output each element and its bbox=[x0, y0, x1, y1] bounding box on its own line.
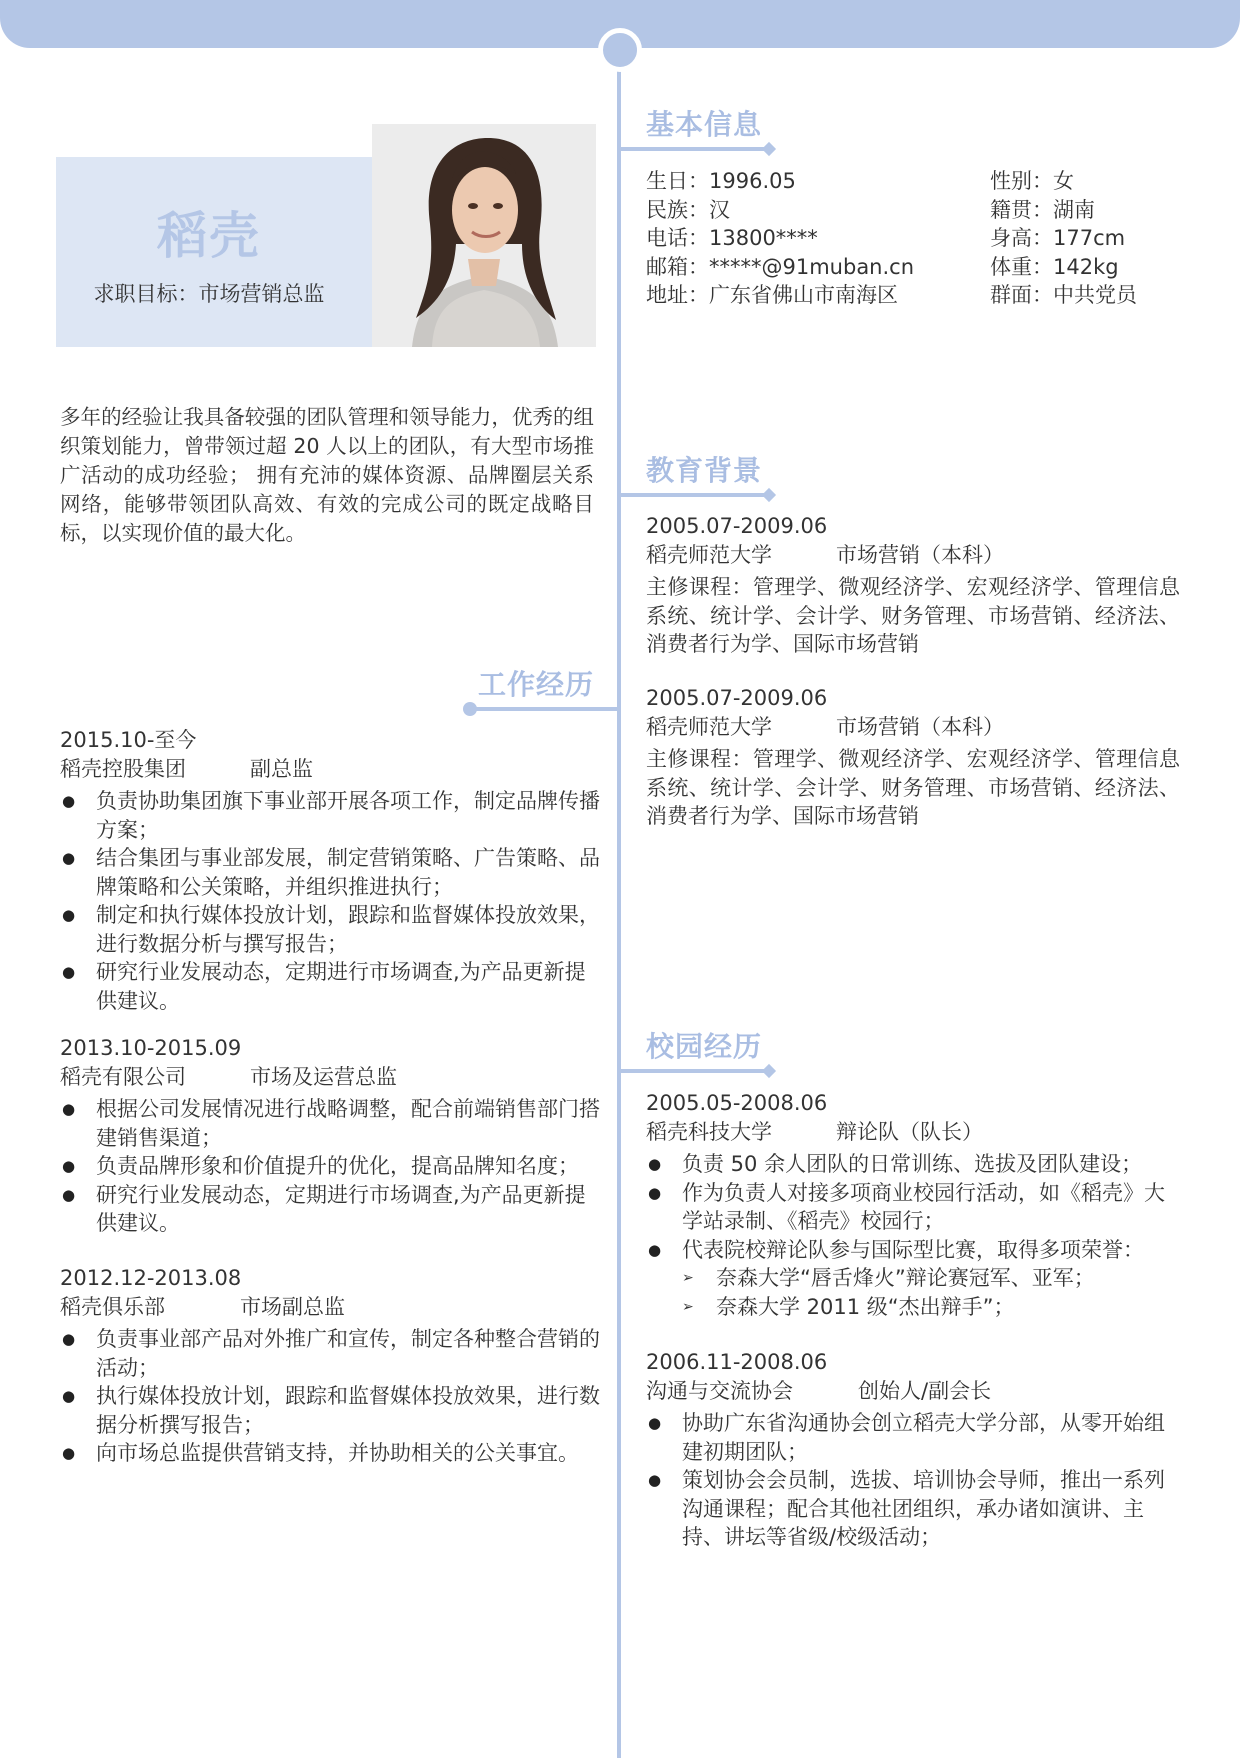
campus-role: 辩论队（队长） bbox=[836, 1119, 983, 1144]
job-target: 求职目标：市场营销总监 bbox=[93, 282, 325, 306]
campus-entry bbox=[646, 1089, 1180, 1321]
company-name: 稻壳有限公司 bbox=[60, 1064, 186, 1089]
list-item: ● 负责 50 余人团队的日常训练、选拔及团队建设； bbox=[646, 1150, 1180, 1179]
sub-list-item: ➢ 奈森大学“唇舌烽火”辩论赛冠军、亚军； bbox=[646, 1264, 1180, 1293]
info-row bbox=[646, 167, 1206, 196]
organization-name: 沟通与交流协会 bbox=[646, 1378, 793, 1403]
school-name: 稻壳师范大学 bbox=[646, 542, 772, 567]
education-entry bbox=[646, 512, 1180, 659]
info-row bbox=[646, 281, 1206, 310]
info-email: 邮箱：*****@91muban.cn bbox=[646, 254, 915, 279]
school-name: 稻壳师范大学 bbox=[646, 714, 772, 739]
list-item: ● 负责协助集团旗下事业部开展各项工作，制定品牌传播方案； bbox=[60, 787, 604, 844]
candidate-name: 稻壳 bbox=[157, 207, 261, 265]
list-item: ● 负责事业部产品对外推广和宣传，制定各种整合营销的活动； bbox=[60, 1325, 604, 1382]
list-item: ● 研究行业发展动态，定期进行市场调查,为产品更新提供建议。 bbox=[60, 1181, 604, 1238]
info-row bbox=[646, 253, 1206, 282]
section-rule bbox=[621, 1069, 767, 1073]
entry-date: 2006.11-2008.06 bbox=[646, 1350, 828, 1374]
section-rule bbox=[621, 147, 767, 151]
list-item: ● 代表院校辩论队参与国际型比赛，取得多项荣誉： bbox=[646, 1236, 1180, 1265]
list-item: ● 作为负责人对接多项商业校园行活动，如《稻壳》大学站录制、《稻壳》校园行； bbox=[646, 1179, 1180, 1236]
timeline-line bbox=[617, 48, 621, 1758]
section-title-work: 工作经历 bbox=[478, 668, 595, 701]
profile-photo bbox=[372, 124, 596, 347]
info-row bbox=[646, 196, 1206, 225]
info-weight: 体重：142kg bbox=[990, 254, 1119, 279]
course-list: 主修课程：管理学、微观经济学、宏观经济学、管理信息系统、统计学、会计学、财务管理、市场营销、经济法、消费者行为学、国际市场营销 bbox=[646, 575, 1180, 656]
education-entry bbox=[646, 684, 1180, 831]
list-item: ● 协助广东省沟通协会创立稻壳大学分部，从零开始组建初期团队； bbox=[646, 1409, 1180, 1466]
job-role: 副总监 bbox=[250, 756, 313, 781]
list-item: ● 向市场总监提供营销支持，并协助相关的公关事宜。 bbox=[60, 1439, 604, 1468]
course-list: 主修课程：管理学、微观经济学、宏观经济学、管理信息系统、统计学、会计学、财务管理、市场营销、经济法、消费者行为学、国际市场营销 bbox=[646, 747, 1180, 828]
timeline-top-dot bbox=[598, 28, 642, 72]
section-rule-marker bbox=[463, 702, 477, 716]
list-item: ● 根据公司发展情况进行战略调整，配合前端销售部门搭建销售渠道； bbox=[60, 1095, 604, 1152]
major: 市场营销（本科） bbox=[836, 714, 1004, 739]
self-summary: 多年的经验让我具备较强的团队管理和领导能力，优秀的组织策划能力，曾带领过超 20 人以上的团队，有大型市场推广活动的成功经验； 拥有充沛的媒体资源、品牌圈层关系网络，能够带领团队高效、有效的完成公司的既定战略目标，以实现价值的最大化。 bbox=[60, 404, 594, 545]
basic-info bbox=[646, 167, 1206, 310]
list-item: ● 结合集团与事业部发展，制定营销策略、广告策略、品牌策略和公关策略，并组织推进执行； bbox=[60, 844, 604, 901]
work-entry bbox=[60, 726, 604, 1015]
section-rule bbox=[621, 493, 767, 497]
entry-date: 2005.05-2008.06 bbox=[646, 1091, 828, 1115]
info-ethnicity: 民族：汉 bbox=[646, 197, 730, 222]
list-item: ● 研究行业发展动态，定期进行市场调查,为产品更新提供建议。 bbox=[60, 958, 604, 1015]
section-title-education: 教育背景 bbox=[646, 454, 763, 487]
section-rule-marker bbox=[762, 488, 776, 502]
work-entry bbox=[60, 1264, 604, 1468]
company-name: 稻壳控股集团 bbox=[60, 756, 186, 781]
info-address: 地址：广东省佛山市南海区 bbox=[646, 283, 898, 307]
info-height: 身高：177cm bbox=[990, 226, 1126, 250]
campus-role: 创始人/副会长 bbox=[858, 1378, 992, 1403]
entry-date: 2013.10-2015.09 bbox=[60, 1036, 242, 1060]
entry-date: 2005.07-2009.06 bbox=[646, 514, 828, 538]
entry-date: 2012.12-2013.08 bbox=[60, 1266, 242, 1290]
organization-name: 稻壳科技大学 bbox=[646, 1119, 772, 1144]
list-item: ● 执行媒体投放计划，跟踪和监督媒体投放效果，进行数据分析撰写报告； bbox=[60, 1382, 604, 1439]
list-item: ● 制定和执行媒体投放计划，跟踪和监督媒体投放效果，进行数据分析与撰写报告； bbox=[60, 901, 604, 958]
job-role: 市场副总监 bbox=[240, 1294, 345, 1319]
campus-entry bbox=[646, 1348, 1180, 1552]
section-title-basic: 基本信息 bbox=[646, 108, 763, 141]
info-hometown: 籍贯：湖南 bbox=[990, 197, 1095, 222]
entry-date: 2005.07-2009.06 bbox=[646, 686, 828, 710]
job-role: 市场及运营总监 bbox=[250, 1064, 397, 1089]
entry-date: 2015.10-至今 bbox=[60, 728, 197, 752]
info-political-status: 群面：中共党员 bbox=[990, 283, 1137, 307]
info-row bbox=[646, 224, 1206, 253]
list-item: ● 策划协会会员制，选拔、培训协会导师，推出一系列沟通课程；配合其他社团组织，承办诸如演讲、主持、讲坛等省级/校级活动； bbox=[646, 1466, 1180, 1552]
section-rule-marker bbox=[762, 142, 776, 156]
sub-list-item: ➢ 奈森大学 2011 级“杰出辩手”； bbox=[646, 1293, 1180, 1322]
info-gender: 性别：女 bbox=[990, 169, 1074, 193]
section-title-campus: 校园经历 bbox=[646, 1030, 763, 1063]
list-item: ● 负责品牌形象和价值提升的优化，提高品牌知名度； bbox=[60, 1152, 604, 1181]
info-phone: 电话：13800**** bbox=[646, 226, 818, 250]
info-birthday: 生日：1996.05 bbox=[646, 169, 796, 193]
section-rule-marker bbox=[762, 1064, 776, 1078]
portrait-illustration bbox=[372, 124, 596, 347]
company-name: 稻壳俱乐部 bbox=[60, 1294, 165, 1319]
section-rule bbox=[470, 707, 620, 711]
work-entry bbox=[60, 1034, 604, 1238]
major: 市场营销（本科） bbox=[836, 542, 1004, 567]
